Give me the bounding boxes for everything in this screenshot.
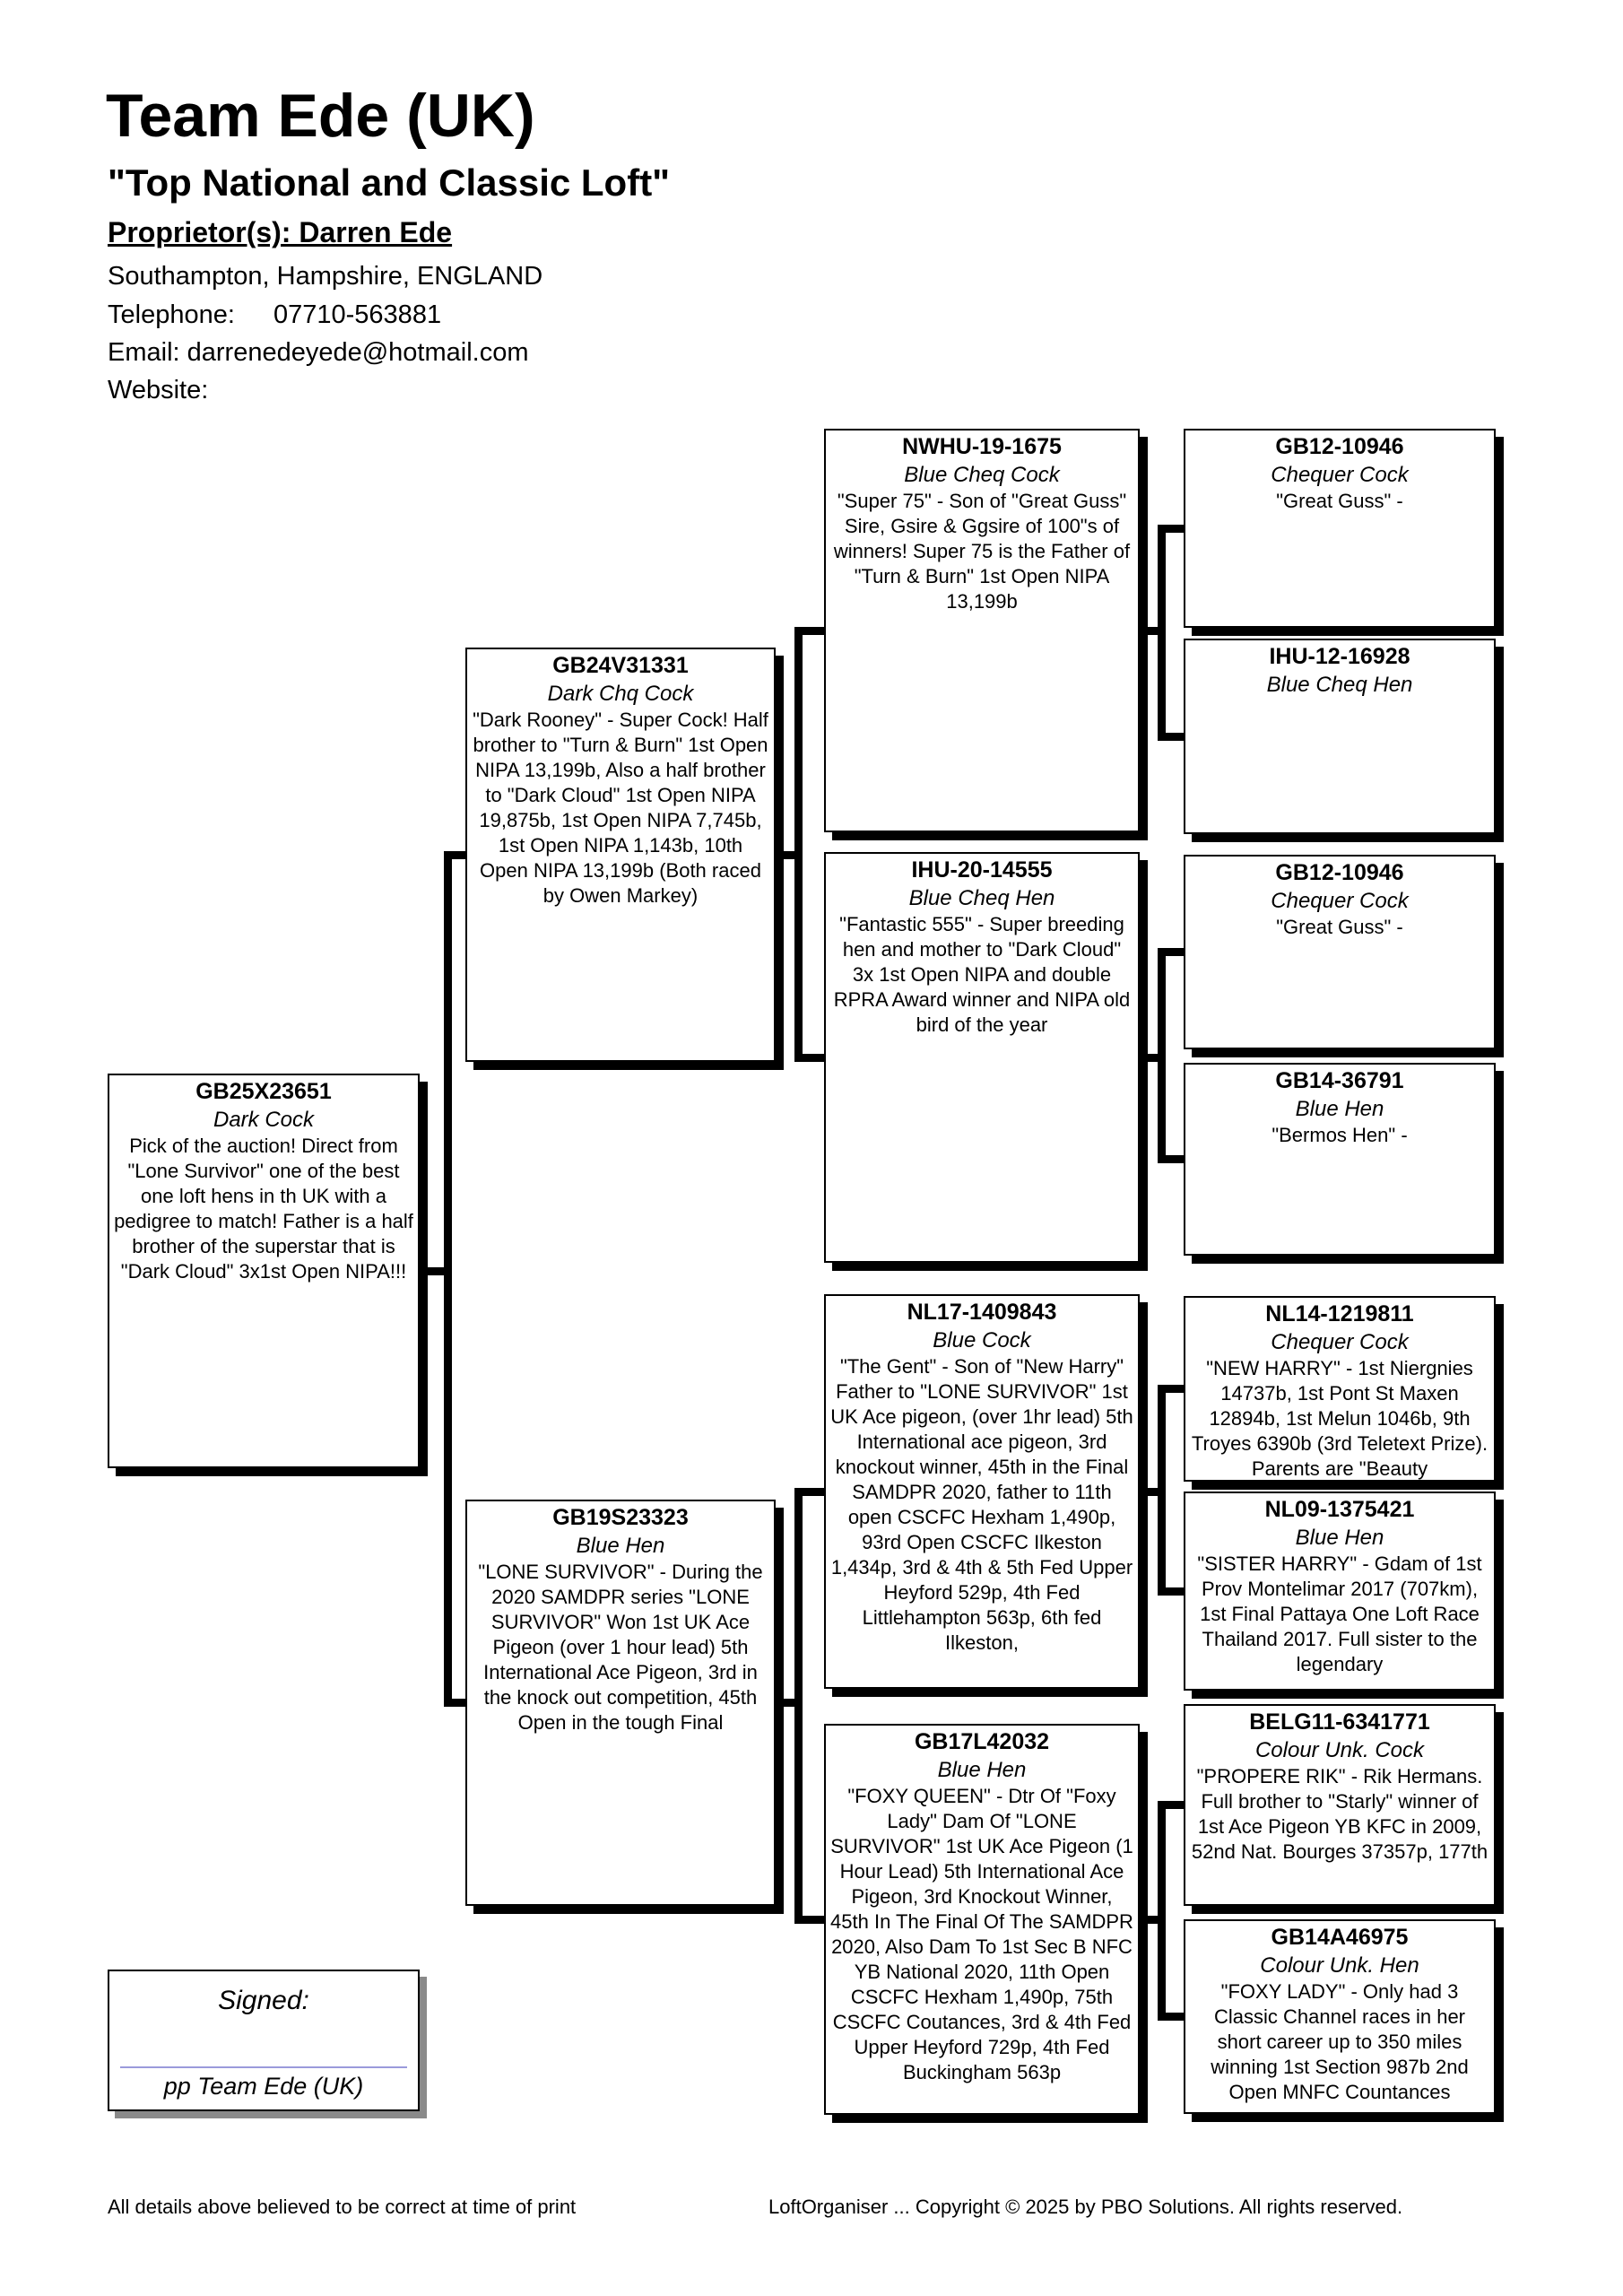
signed-label: Signed: — [218, 1986, 309, 2015]
pedigree-box-g4-5 — [1184, 1296, 1496, 1482]
colour-sex: Blue Hen — [937, 1758, 1027, 1782]
pedigree-box-g4-7 — [1184, 1704, 1496, 1906]
pedigree-box-dams-dam — [824, 1724, 1140, 2115]
connector — [794, 1916, 826, 1924]
colour-sex: Dark Chq Cock — [547, 682, 694, 706]
pigeon-notes: Pick of the auction! Direct from "Lone Survivor" one of the best one loft hens in th UK with a pedigree to match! Father is a half brother of the superstar that is "Dark Cloud" 3x1st Open NIPA!!! — [114, 1135, 413, 1283]
ring-number: NL09-1375421 — [1264, 1497, 1415, 1522]
footer-copyright: LoftOrganiser ... Copyright © 2025 by PBO Solutions. All rights reserved. — [768, 2196, 1403, 2218]
connector — [1158, 525, 1185, 533]
colour-sex: Chequer Cock — [1271, 889, 1409, 913]
signed-box — [108, 1970, 420, 2111]
pigeon-notes: "SISTER HARRY" - Gdam of 1st Prov Montelimar 2017 (707km), 1st Final Pattaya One Loft Race Thailand 2017. Full sister to the legendary — [1197, 1552, 1482, 1675]
ring-number: NWHU-19-1675 — [902, 434, 1062, 459]
pigeon-notes: "LONE SURVIVOR" - During the 2020 SAMDPR series "LONE SURVIVOR" Won 1st UK Ace Pigeon (over 1 hour lead) 5th International Ace Pigeon, 3rd in the knock out competition, 45th Open in the tough Final — [478, 1561, 763, 1734]
loft-name: Team Ede (UK) — [106, 82, 535, 150]
connector — [794, 1054, 826, 1062]
pedigree-box-g4-2 — [1184, 639, 1496, 834]
signature-line — [120, 2066, 407, 2068]
connector — [1158, 1587, 1185, 1596]
connector — [794, 1488, 803, 1924]
ring-number: IHU-12-16928 — [1269, 644, 1410, 669]
ring-number: BELG11-6341771 — [1249, 1709, 1430, 1735]
pigeon-notes: "PROPERE RIK" - Rik Hermans. Full brother to "Starly" winner of 1st Ace Pigeon YB KFC in 2009, 52nd Nat. Bourges 37357p, 177th — [1191, 1765, 1488, 1863]
pedigree-box-sires-dam — [824, 852, 1140, 1263]
proprietor: Proprietor(s): Darren Ede — [108, 216, 453, 248]
connector — [444, 851, 452, 1707]
signature-name: pp Team Ede (UK) — [163, 2073, 364, 2100]
colour-sex: Colour Unk. Cock — [1254, 1738, 1425, 1762]
connector — [794, 627, 803, 1062]
pigeon-notes: "Bermos Hen" - — [1271, 1124, 1408, 1146]
ring-number: NL17-1409843 — [907, 1300, 1057, 1325]
pigeon-notes: "Fantastic 555" - Super breeding hen and mother to "Dark Cloud" 3x 1st Open NIPA and double RPRA Award winner and NIPA old bird of the year — [833, 913, 1131, 1036]
email: Email: darrenedeyede@hotmail.com — [108, 338, 529, 367]
connector — [794, 627, 826, 635]
footer-disclaimer: All details above believed to be correct at time of print — [108, 2196, 577, 2218]
colour-sex: Dark Cock — [213, 1108, 315, 1132]
connector — [444, 1699, 467, 1707]
connector — [1158, 1155, 1185, 1163]
colour-sex: Blue Cock — [933, 1328, 1031, 1352]
ring-number: GB17L42032 — [914, 1729, 1050, 1754]
colour-sex: Blue Cheq Cock — [904, 463, 1060, 487]
ring-number: GB14-36791 — [1275, 1068, 1404, 1093]
pigeon-notes: "FOXY QUEEN" - Dtr Of "Foxy Lady" Dam Of "LONE SURVIVOR" 1st UK Ace Pigeon (1 Hour Lead) 5th International Ace Pigeon, 3rd Knockout Winner, 45th In The Final Of The SAMDPR 2020, Also Dam To 1st Sec B NFC YB National 2020, 11th Open CSCFC Hexham 1,490p, 75th CSCFC Coutances, 3rd & 4th Fed Upper Heyford 729p, 4th Fed Buckingham 563p — [830, 1785, 1133, 2083]
pedigree-box-g4-6 — [1184, 1492, 1496, 1691]
pigeon-notes: "FOXY LADY" - Only had 3 Classic Channel races in her short career up to 350 miles winning 1st Section 987b 2nd Open MNFC Countances — [1211, 1980, 1469, 2103]
connector — [1158, 525, 1166, 741]
ring-number: GB14A46975 — [1271, 1925, 1409, 1950]
pigeon-notes: "The Gent" - Son of "New Harry" Father to "LONE SURVIVOR" 1st UK Ace pigeon, (over 1hr lead) 5th International ace pigeon, 3rd knockout winner, 45th in the Final SAMDPR 2020, father to 11th open CSCFC Hexham 1,490p, 93rd Open CSCFC Ilkeston 1,434p, 3rd & 4th & 5th Fed Upper Heyford 529p, 4th Fed Littlehampton 563p, 6th fed Ilkeston, — [830, 1355, 1133, 1654]
connector — [1158, 733, 1185, 741]
pedigree-box-sires-sire — [824, 429, 1140, 832]
colour-sex: Chequer Cock — [1271, 463, 1409, 487]
pedigree-box-g4-1 — [1184, 429, 1496, 628]
website-label: Website: — [108, 376, 209, 404]
colour-sex: Blue Hen — [1295, 1097, 1384, 1121]
connector — [1158, 1801, 1166, 2021]
ring-number: GB19S23323 — [552, 1505, 689, 1530]
connector — [1158, 1385, 1166, 1596]
ring-number: IHU-20-14555 — [911, 857, 1053, 883]
pedigree-box-subject — [108, 1074, 420, 1468]
ring-number: GB12-10946 — [1275, 434, 1404, 459]
loft-tagline: "Top National and Classic Loft" — [108, 161, 671, 204]
colour-sex: Blue Cheq Hen — [1266, 673, 1413, 697]
address: Southampton, Hampshire, ENGLAND — [108, 262, 543, 291]
colour-sex: Chequer Cock — [1271, 1330, 1409, 1354]
connector — [1158, 948, 1185, 956]
connector — [1158, 2013, 1185, 2021]
pigeon-notes: "NEW HARRY" - 1st Niergnies 14737b, 1st Pont St Maxen 12894b, 1st Melun 1046b, 9th Troyes 6390b (3rd Teletext Prize). Parents are "Beauty — [1191, 1357, 1488, 1480]
colour-sex: Blue Hen — [576, 1534, 665, 1558]
pedigree-box-g4-4 — [1184, 1063, 1496, 1256]
connector — [794, 1488, 826, 1496]
pedigree-box-dams-sire — [824, 1294, 1140, 1689]
colour-sex: Blue Hen — [1295, 1526, 1384, 1550]
connector — [1158, 1385, 1185, 1393]
pedigree-box-g4-8 — [1184, 1919, 1496, 2114]
pigeon-notes: "Great Guss" - — [1276, 916, 1403, 938]
ring-number: GB25X23651 — [195, 1079, 332, 1104]
ring-number: GB12-10946 — [1275, 860, 1404, 885]
telephone-label: Telephone: — [108, 300, 235, 329]
telephone-row — [108, 300, 441, 330]
telephone-number: 07710-563881 — [273, 300, 442, 329]
connector — [444, 851, 467, 859]
ring-number: GB24V31331 — [552, 653, 689, 678]
connector — [1158, 1801, 1185, 1809]
pigeon-notes: "Super 75" - Son of "Great Guss" Sire, Gsire & Ggsire of 100"s of winners! Super 75 is the Father of "Turn & Burn" 1st Open NIPA 13,199b — [833, 490, 1131, 613]
pedigree-box-g4-3 — [1184, 855, 1496, 1049]
colour-sex: Blue Cheq Hen — [908, 886, 1055, 910]
ring-number: NL14-1219811 — [1265, 1301, 1414, 1326]
pigeon-notes: "Great Guss" - — [1276, 490, 1403, 512]
colour-sex: Colour Unk. Hen — [1260, 1953, 1419, 1978]
connector — [1158, 948, 1166, 1163]
pigeon-notes: "Dark Rooney" - Super Cock! Half brother to "Turn & Burn" 1st Open NIPA 13,199b, Also a half brother to "Dark Cloud" 1st Open NIPA 19,875b, 1st Open NIPA 7,745b, 1st Open NIPA 1,143b, 10th Open NIPA 13,199b (Both raced by Owen Markey) — [473, 709, 768, 907]
pedigree-box-dam — [465, 1500, 776, 1906]
pedigree-box-sire — [465, 648, 776, 1062]
